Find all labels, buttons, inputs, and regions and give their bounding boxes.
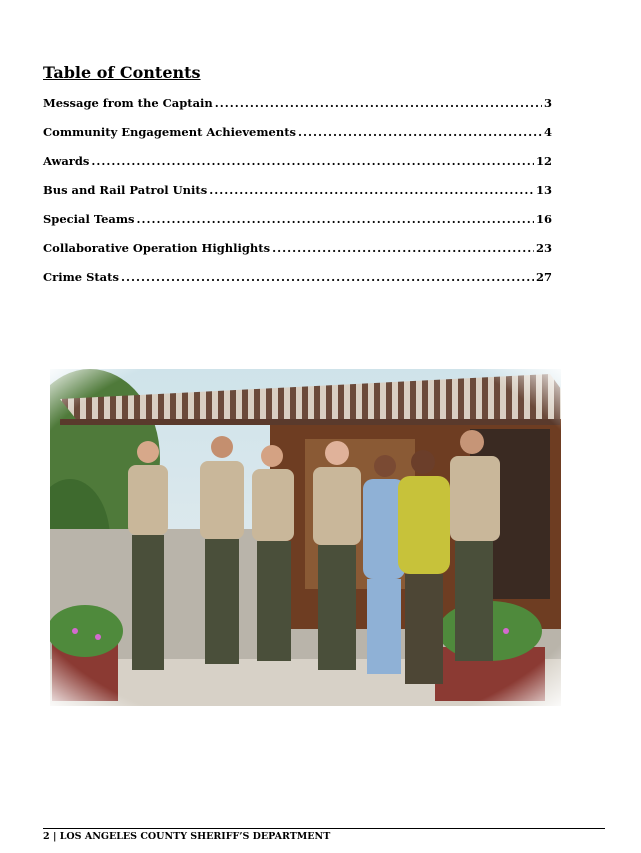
group-photo	[50, 369, 561, 706]
toc-leader-dots	[215, 96, 542, 110]
toc-entry-label: Bus and Rail Patrol Units	[43, 183, 208, 197]
footer-page-number: 2	[43, 831, 50, 842]
toc-entry-label: Awards	[43, 154, 90, 168]
toc-leader-dots	[209, 183, 534, 197]
toc-entry-label: Community Engagement Achievements	[43, 125, 296, 139]
toc-leader-dots	[137, 212, 534, 226]
toc-entry-label: Special Teams	[43, 212, 135, 226]
footer-divider	[43, 828, 605, 829]
footer-department: LOS ANGELES COUNTY SHERIFF’S DEPARTMENT	[59, 831, 331, 842]
toc-entry-page: 12	[535, 154, 552, 168]
toc-entry-page: 4	[543, 125, 552, 139]
toc-entry[interactable]	[43, 154, 552, 183]
toc-entry-label: Message from the Captain	[43, 96, 213, 110]
footer	[43, 831, 330, 842]
toc-entry-page: 23	[535, 241, 552, 255]
toc-entry-label: Collaborative Operation Highlights	[43, 241, 271, 255]
toc-leader-dots	[91, 154, 534, 168]
toc-leader-dots	[298, 125, 542, 139]
toc-entry-label: Crime Stats	[43, 270, 119, 284]
toc-entry[interactable]	[43, 212, 552, 241]
toc-entry[interactable]	[43, 270, 552, 299]
footer-separator: |	[52, 831, 57, 842]
toc-entry-page: 16	[535, 212, 552, 226]
toc-leader-dots	[121, 270, 534, 284]
toc-title: Table of Contents	[43, 63, 201, 82]
toc-entry[interactable]	[43, 125, 552, 154]
toc-entry[interactable]	[43, 183, 552, 212]
toc-entry-page: 3	[543, 96, 552, 110]
toc-entry[interactable]	[43, 96, 552, 125]
toc-leader-dots	[272, 241, 534, 255]
toc-entry-page: 27	[535, 270, 552, 284]
toc-entry-page: 13	[535, 183, 552, 197]
toc-list	[43, 96, 552, 299]
toc-entry[interactable]	[43, 241, 552, 270]
